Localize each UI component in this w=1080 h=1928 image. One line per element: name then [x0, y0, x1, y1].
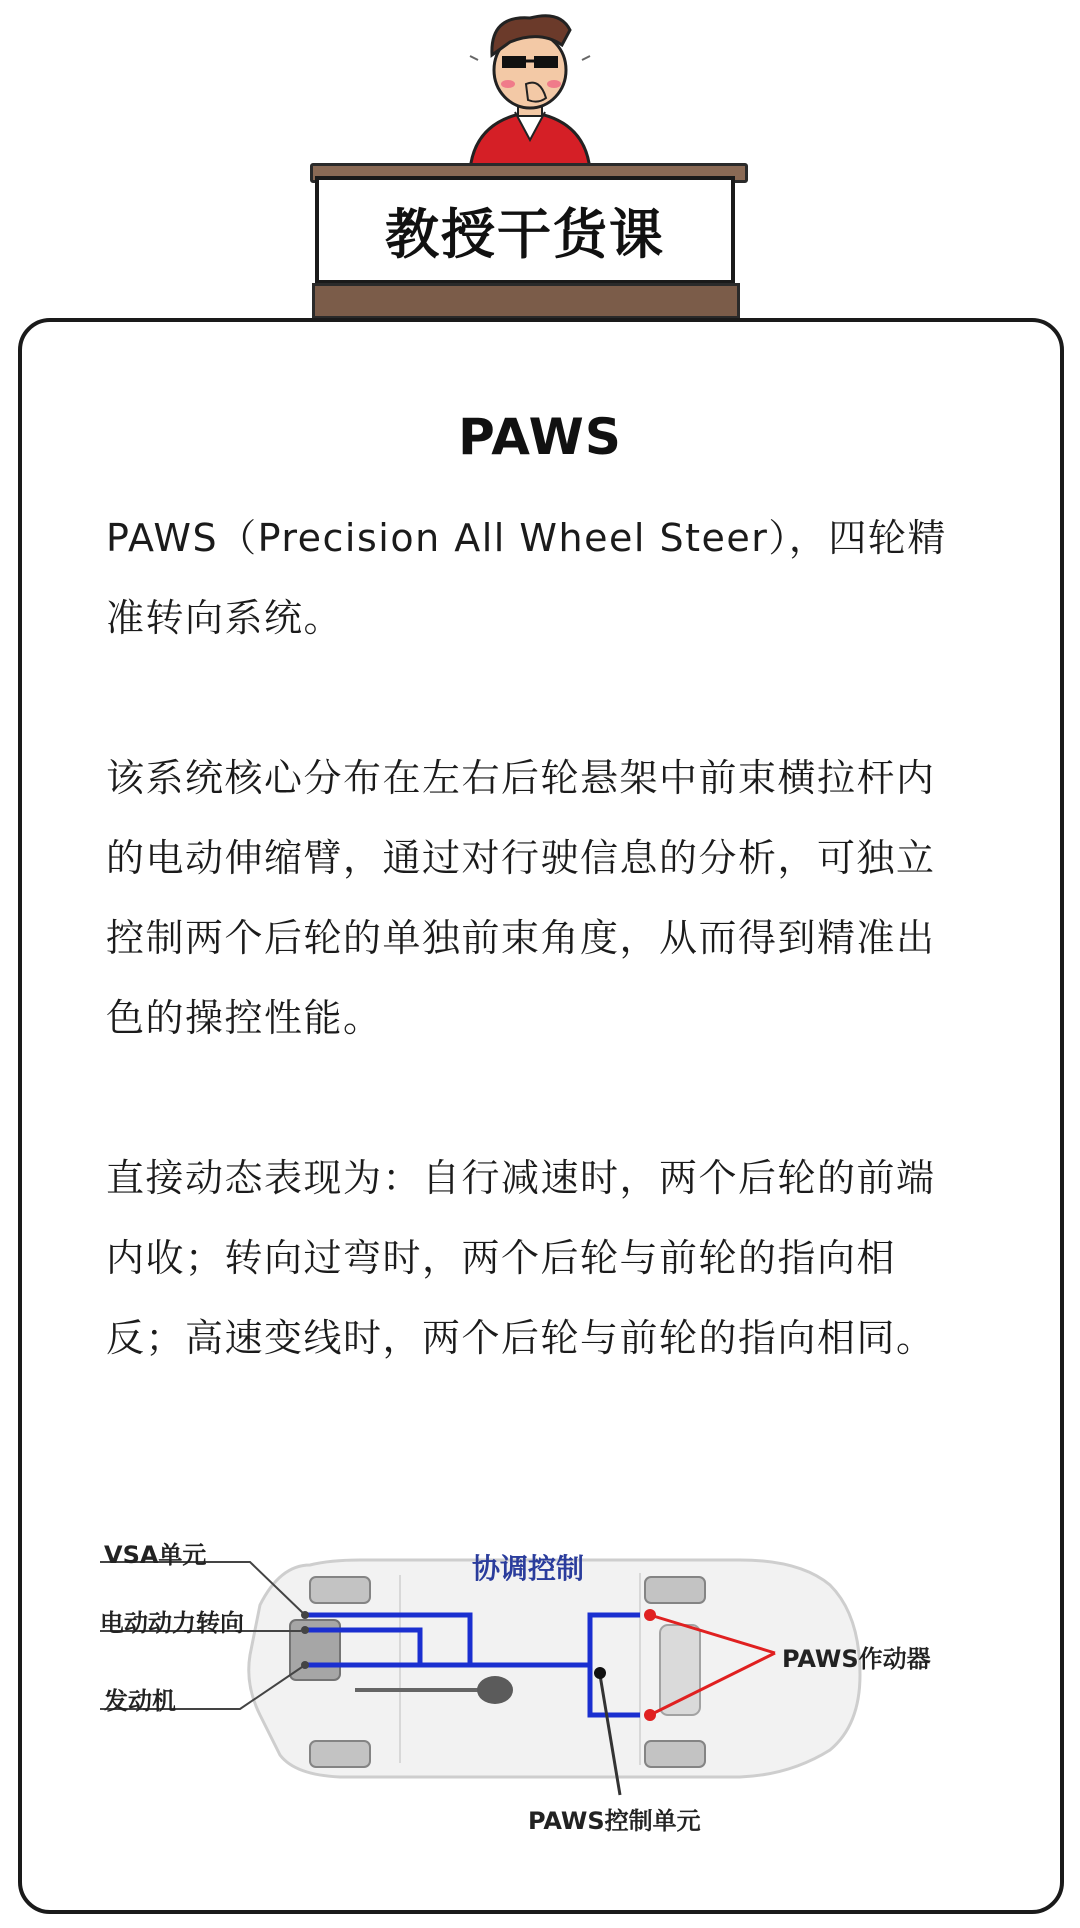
sign-base [312, 283, 740, 319]
label-electric-power-steering: 电动动力转向 [100, 1609, 244, 1637]
label-paws-control-unit: PAWS控制单元 [528, 1807, 701, 1835]
car-top-view [249, 1560, 860, 1777]
professor-mascot-illustration [430, 0, 630, 170]
actuator-point-lower [644, 1709, 656, 1721]
article-title: PAWS [458, 408, 622, 466]
label-coordination-control: 协调控制 [472, 1552, 585, 1585]
actuator-point-upper [644, 1609, 656, 1621]
paragraph-intro: PAWS（Precision All Wheel Steer），四轮精准转向系统。 [106, 516, 947, 640]
section-sign [315, 176, 735, 284]
label-paws-actuator: PAWS作动器 [782, 1645, 931, 1673]
paragraph-dynamic-behavior: 直接动态表现为：自行减速时，两个后轮的前端内收；转向过弯时，两个后轮与前轮的指向相反；高速变线时，两个后轮与前轮的指向相同。 [106, 1156, 936, 1360]
paws-diagram [100, 1505, 1020, 1875]
label-engine: 发动机 [104, 1687, 176, 1715]
control-unit-point [594, 1667, 606, 1679]
section-sign-text: 教授干货课 [385, 202, 665, 266]
label-vsa-unit: VSA单元 [104, 1541, 207, 1569]
paragraph-system-description: 该系统核心分布在左右后轮悬架中前束横拉杆内的电动伸缩臂，通过对行驶信息的分析，可独立控制两个后轮的单独前束角度，从而得到精准出色的操控性能。 [106, 756, 936, 1040]
